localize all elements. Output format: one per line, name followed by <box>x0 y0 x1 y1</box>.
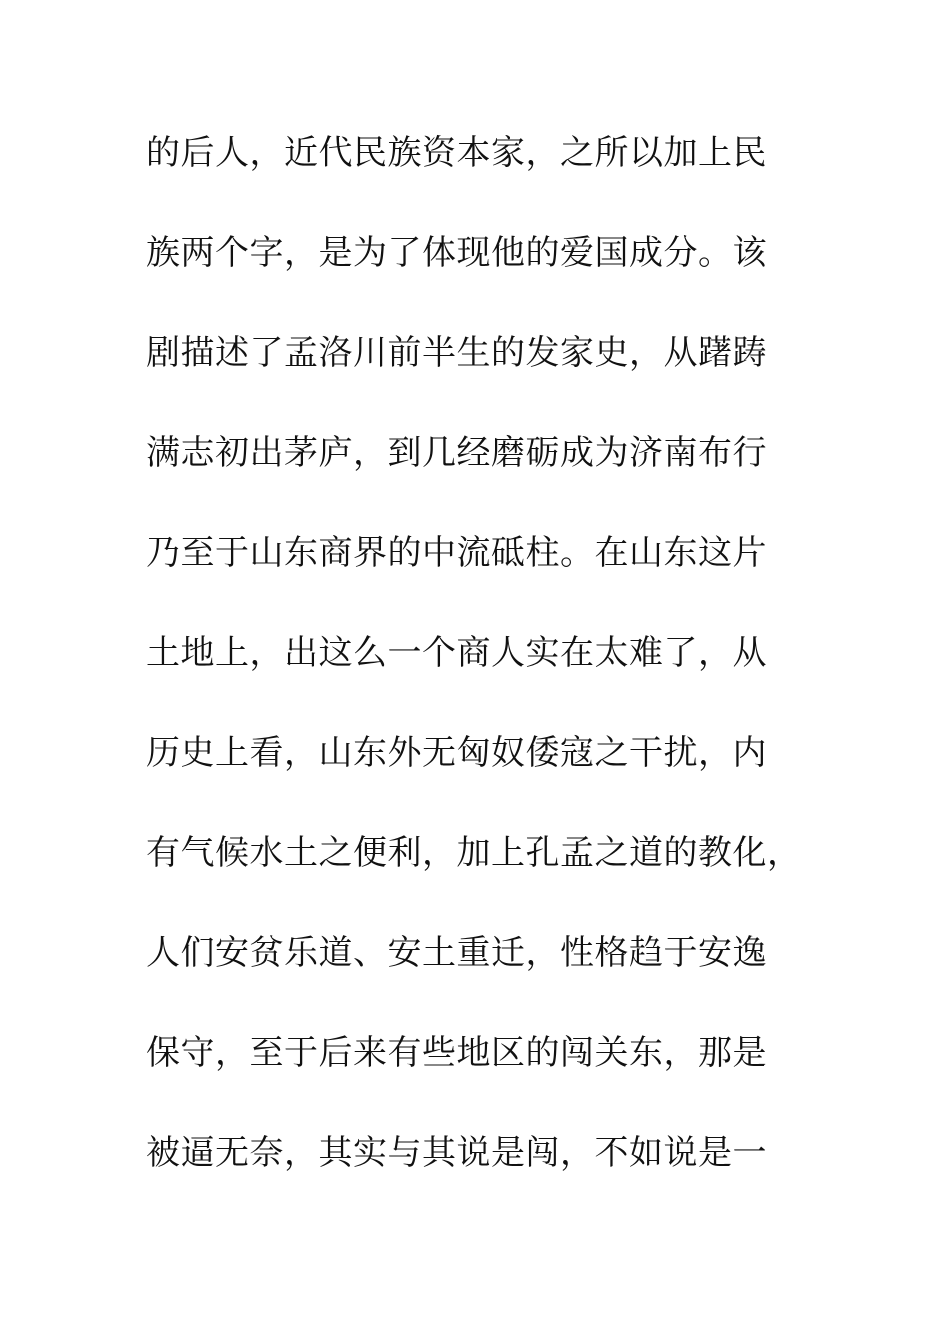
text-line: 保守，至于后来有些地区的闯关东，那是 <box>146 1033 767 1073</box>
text-line: 的后人，近代民族资本家，之所以加上民 <box>146 133 767 173</box>
text-line: 人们安贫乐道、安土重迁，性格趋于安逸 <box>146 933 767 973</box>
text-line: 历史上看，山东外无匈奴倭寇之干扰，内 <box>146 733 767 773</box>
text-line: 族两个字，是为了体现他的爱国成分。该 <box>146 233 767 273</box>
body-text <box>146 124 826 1224</box>
text-line: 被逼无奈，其实与其说是闯，不如说是一 <box>146 1133 767 1173</box>
text-line: 满志初出茅庐，到几经磨砺成为济南布行 <box>146 433 767 473</box>
text-line: 乃至于山东商界的中流砥柱。在山东这片 <box>146 533 767 573</box>
text-line: 剧描述了孟洛川前半生的发家史，从躇踌 <box>146 333 767 373</box>
text-line: 土地上，出这么一个商人实在太难了，从 <box>146 633 767 673</box>
text-line: 有气候水土之便利，加上孔孟之道的教化， <box>146 833 802 873</box>
